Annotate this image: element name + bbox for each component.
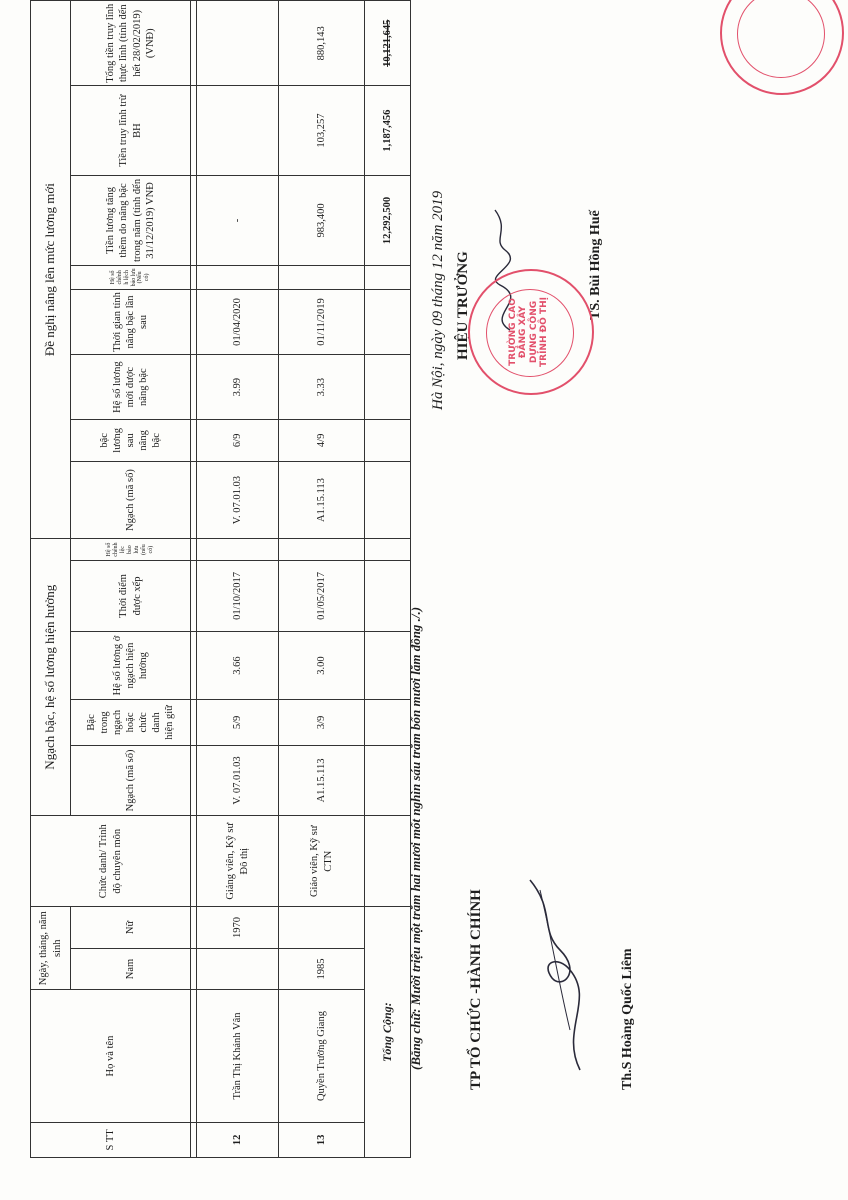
header-increase: Tiền lương tăng thêm do nâng bậc trong năm (tính đến 31/12/2019) VNĐ — [71, 175, 191, 266]
cell-name: Trần Thị Khánh Vân — [197, 990, 279, 1123]
total-increase: 12,292,500 — [365, 175, 411, 266]
salary-table — [30, 0, 411, 1158]
left-signer-name: Th.S Hoàng Quốc Liêm — [620, 948, 635, 1090]
table-row — [197, 1, 279, 1158]
header-cur-coef: Hệ số lương ở ngạch hiện hưởng — [71, 631, 191, 699]
cell-title: Giảng viên, Kỹ sư Đô thị — [197, 816, 279, 907]
header-cur-rank: Ngạch (mã số) — [71, 745, 191, 816]
total-label: Tổng Cộng: — [365, 907, 411, 1158]
cell-cur-coef: 3.00 — [279, 631, 365, 699]
header-dob-group: Ngày, tháng, năm sinh — [31, 907, 71, 990]
header-current-group: Ngạch bậc, hệ số lương hiện hưởng — [31, 539, 71, 816]
cell-stt: 12 — [197, 1122, 279, 1157]
cell-female — [279, 907, 365, 949]
cell-title: Giáo viên, Kỹ sư CTN — [279, 816, 365, 907]
header-female: Nữ — [71, 907, 191, 949]
total-row — [365, 1, 411, 1158]
seal-text: TRƯỜNG CAO ĐẲNG XÂY DỰNG CÔNG TRÌNH ĐÔ THỊ — [508, 297, 550, 367]
left-signer-role: TP TỔ CHỨC -HÀNH CHÍNH — [468, 889, 484, 1090]
header-total-arrears: Tổng tiền truy lĩnh thực lĩnh (tính đến hết 28/02/2019) (VNĐ) — [71, 1, 191, 86]
header-male: Nam — [71, 948, 191, 990]
cell-cur-step: 3/9 — [279, 700, 365, 746]
right-signer-name: TS. Bùi Hồng Huế — [588, 210, 603, 320]
cell-cur-date: 01/10/2017 — [197, 560, 279, 631]
header-next-date: Thời gian tính nâng bậc lần sau — [71, 289, 191, 355]
header-proposed-group: Đề nghị nâng lên mức lương mới — [31, 1, 71, 539]
cell-increase: 983,400 — [279, 175, 365, 266]
cell-total-arrears: 880,143 — [279, 1, 365, 86]
cell-new-rank: V. 07.01.03 — [197, 461, 279, 538]
header-cur-date: Thời điểm được xếp — [71, 560, 191, 631]
total-arrears-bh: 1,187,456 — [365, 86, 411, 175]
cell-new-reserve — [279, 266, 365, 289]
cell-cur-rank: V. 07.01.03 — [197, 745, 279, 816]
cell-new-reserve — [197, 266, 279, 289]
amount-in-words: (Bằng chữ: Mười triệu một trăm hai mươi mốt nghìn sáu trăm bốn mươi lăm đồng ./.) — [408, 606, 423, 1070]
header-name: Họ và tên — [31, 990, 191, 1123]
header-cur-step: Bậc trong ngạch hoặc chức danh hiện giữ — [71, 700, 191, 746]
cell-female: 1970 — [197, 907, 279, 949]
cell-cur-reserve — [279, 539, 365, 561]
cell-new-step: 6/9 — [197, 419, 279, 461]
cell-increase: - — [197, 175, 279, 266]
header-row-detail — [71, 1, 191, 1158]
total-total-arrears: 10,121,645 — [365, 1, 411, 86]
cell-total-arrears — [197, 1, 279, 86]
header-row-group — [31, 1, 71, 1158]
cell-new-coef: 3.99 — [197, 355, 279, 419]
cell-male: 1985 — [279, 948, 365, 990]
cell-male — [197, 948, 279, 990]
header-new-coef: Hệ số lương mới được nâng bậc — [71, 355, 191, 419]
cell-next-date: 01/04/2020 — [197, 289, 279, 355]
cell-arrears-bh: 103,257 — [279, 86, 365, 175]
cell-new-rank: A1.15.113 — [279, 461, 365, 538]
header-title: Chức danh/ Trình độ chuyên môn — [31, 816, 191, 907]
cell-cur-date: 01/05/2017 — [279, 560, 365, 631]
cell-cur-step: 5/9 — [197, 700, 279, 746]
cell-stt: 13 — [279, 1122, 365, 1157]
date-line: Hà Nội, ngày 09 tháng 12 năm 2019 — [430, 190, 446, 410]
header-stt: S TT — [31, 1122, 191, 1157]
cell-cur-rank: A1.15.113 — [279, 745, 365, 816]
header-cur-reserve: Hệ số chênh lệc bảo lưu (nếu có) — [71, 539, 191, 561]
cell-arrears-bh — [197, 86, 279, 175]
partial-seal-stamp — [720, 0, 844, 95]
cell-new-coef: 3.33 — [279, 355, 365, 419]
header-arrears-bh: Tiền truy lĩnh trừ BH — [71, 86, 191, 175]
cell-cur-reserve — [197, 539, 279, 561]
header-new-rank: Ngạch (mã số) — [71, 461, 191, 538]
cell-cur-coef: 3.66 — [197, 631, 279, 699]
official-seal-stamp — [468, 269, 594, 395]
right-signer-role: HIỆU TRƯỞNG — [455, 251, 471, 360]
cell-new-step: 4/9 — [279, 419, 365, 461]
header-new-step: bậc lương sau nâng bậc — [71, 419, 191, 461]
cell-name: Quyền Trường Giang — [279, 990, 365, 1123]
cell-next-date: 01/11/2019 — [279, 289, 365, 355]
table-row — [279, 1, 365, 1158]
header-new-reserve: Hệ số chênh h lệch bảo lưu (Nếu có) — [71, 266, 191, 289]
left-signature — [500, 870, 610, 1090]
